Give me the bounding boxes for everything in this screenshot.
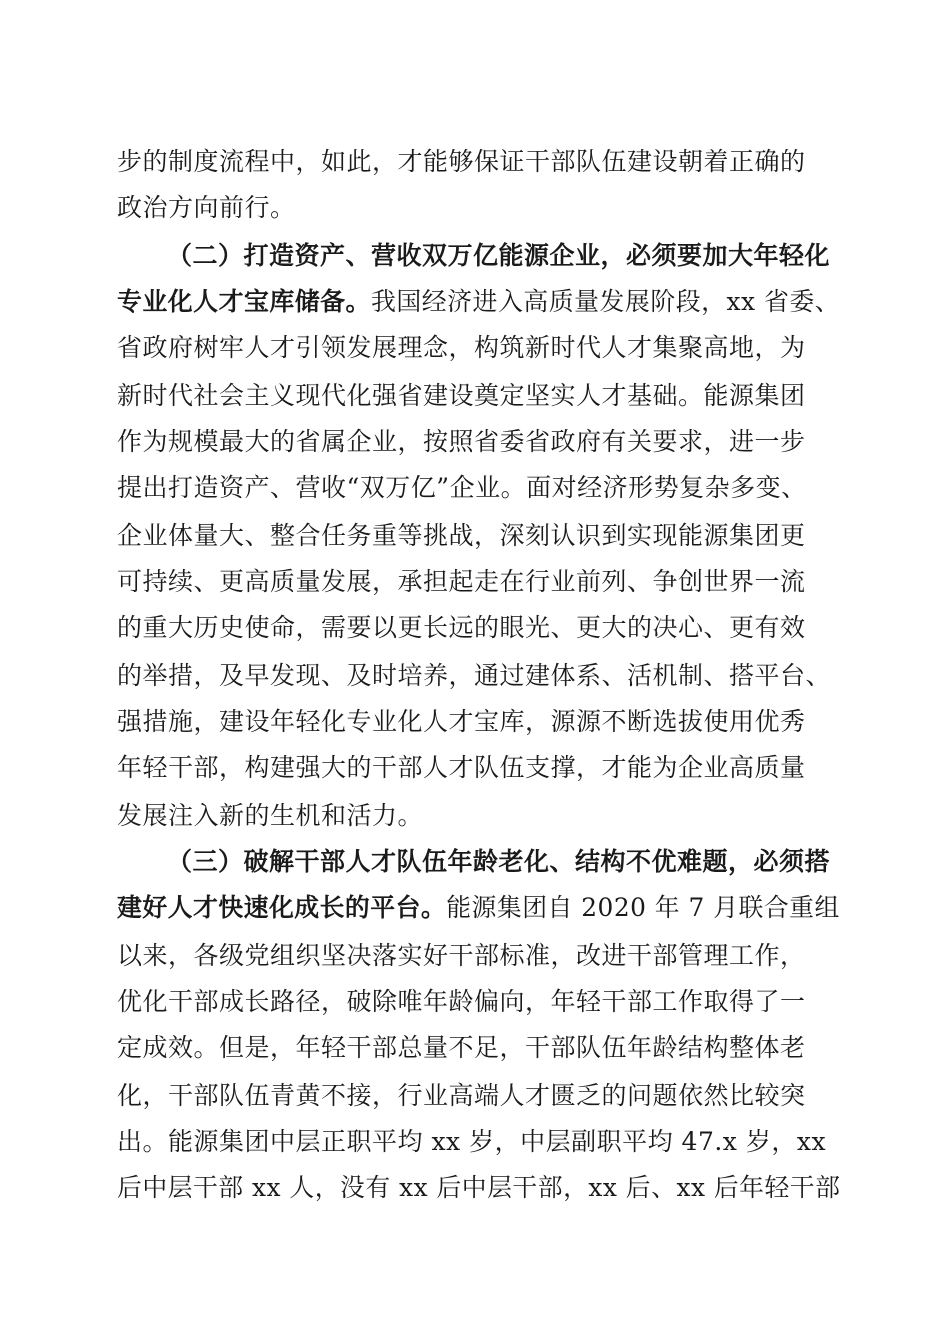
body-text-line — [117, 700, 806, 744]
text-run: 以来，各级党组织坚决落实好干部标准，改进干部管理工作， — [117, 941, 806, 970]
heading-text: 建好人才快速化成长的平台。 — [117, 893, 447, 922]
body-text-line — [117, 1026, 806, 1070]
text-run: 年轻干部，构建强大的干部人才队伍支撑，才能为企业高质量 — [117, 753, 806, 782]
body-text-line — [117, 794, 423, 838]
text-run: 化，干部队伍青黄不接，行业高端人才匮乏的问题依然比较突 — [117, 1081, 806, 1110]
text-run: 定成效。但是，年轻干部总量不足，干部队伍年龄结构整体老 — [117, 1033, 806, 1062]
section-heading-line — [167, 840, 830, 884]
text-run: 政治方向前行。 — [117, 193, 296, 222]
body-text-line — [117, 466, 807, 510]
body-text-line — [117, 186, 296, 230]
body-text-line — [117, 934, 806, 978]
text-run: 的重大历史使命，需要以更长远的眼光、更大的决心、更有效 — [117, 613, 806, 642]
text-run: 省政府树牢人才引领发展理念，构筑新时代人才集聚高地，为 — [117, 333, 806, 362]
text-run: 后中层干部 xx 人，没有 xx 后中层干部，xx 后、xx 后年轻干部 — [117, 1173, 841, 1202]
body-text-line — [117, 606, 806, 650]
section-heading-line — [167, 234, 830, 278]
text-run: 能源集团自 2020 年 7 月联合重组 — [446, 893, 840, 922]
text-run: 的举措，及早发现、及时培养，通过建体系、活机制、搭平台、 — [117, 661, 832, 690]
heading-text: （三）破解干部人才队伍年龄老化、结构不优难题，必须搭 — [167, 847, 831, 876]
body-text-line — [117, 1120, 826, 1164]
body-text-line — [117, 140, 806, 184]
text-run: 企业体量大、整合任务重等挑战，深刻认识到实现能源集团更 — [117, 521, 806, 550]
text-run: 我国经济进入高质量发展阶段，xx 省委、 — [370, 287, 841, 316]
body-text-line — [117, 420, 806, 464]
text-run: 可持续、更高质量发展，承担起走在行业前列、争创世界一流 — [117, 567, 806, 596]
text-run: 新时代社会主义现代化强省建设奠定坚实人才基础。能源集团 — [117, 381, 806, 410]
body-text-line — [117, 326, 806, 370]
body-text-line — [117, 280, 840, 324]
body-text-line — [117, 374, 806, 418]
body-text-line — [117, 980, 806, 1024]
text-run: 步的制度流程中，如此，才能够保证干部队伍建设朝着正确的 — [117, 147, 806, 176]
body-text-line — [117, 886, 840, 930]
text-run: 提出打造资产、营收“双万亿”企业。面对经济形势复杂多变、 — [117, 473, 807, 502]
body-text-line — [117, 514, 806, 558]
text-run: 作为规模最大的省属企业，按照省委省政府有关要求，进一步 — [117, 427, 806, 456]
body-text-line — [117, 1166, 840, 1210]
heading-text: （二）打造资产、营收双万亿能源企业，必须要加大年轻化 — [167, 241, 831, 270]
heading-text: 专业化人才宝库储备。 — [117, 287, 371, 316]
text-run: 优化干部成长路径，破除唯年龄偏向，年轻干部工作取得了一 — [117, 987, 806, 1016]
body-text-line — [117, 654, 831, 698]
body-text-line — [117, 746, 806, 790]
body-text-line — [117, 560, 806, 604]
text-run: 发展注入新的生机和活力。 — [117, 801, 424, 830]
text-run: 强措施，建设年轻化专业化人才宝库，源源不断选拔使用优秀 — [117, 707, 806, 736]
text-run: 出。能源集团中层正职平均 xx 岁，中层副职平均 47.x 岁，xx — [117, 1127, 827, 1156]
body-text-line — [117, 1074, 806, 1118]
